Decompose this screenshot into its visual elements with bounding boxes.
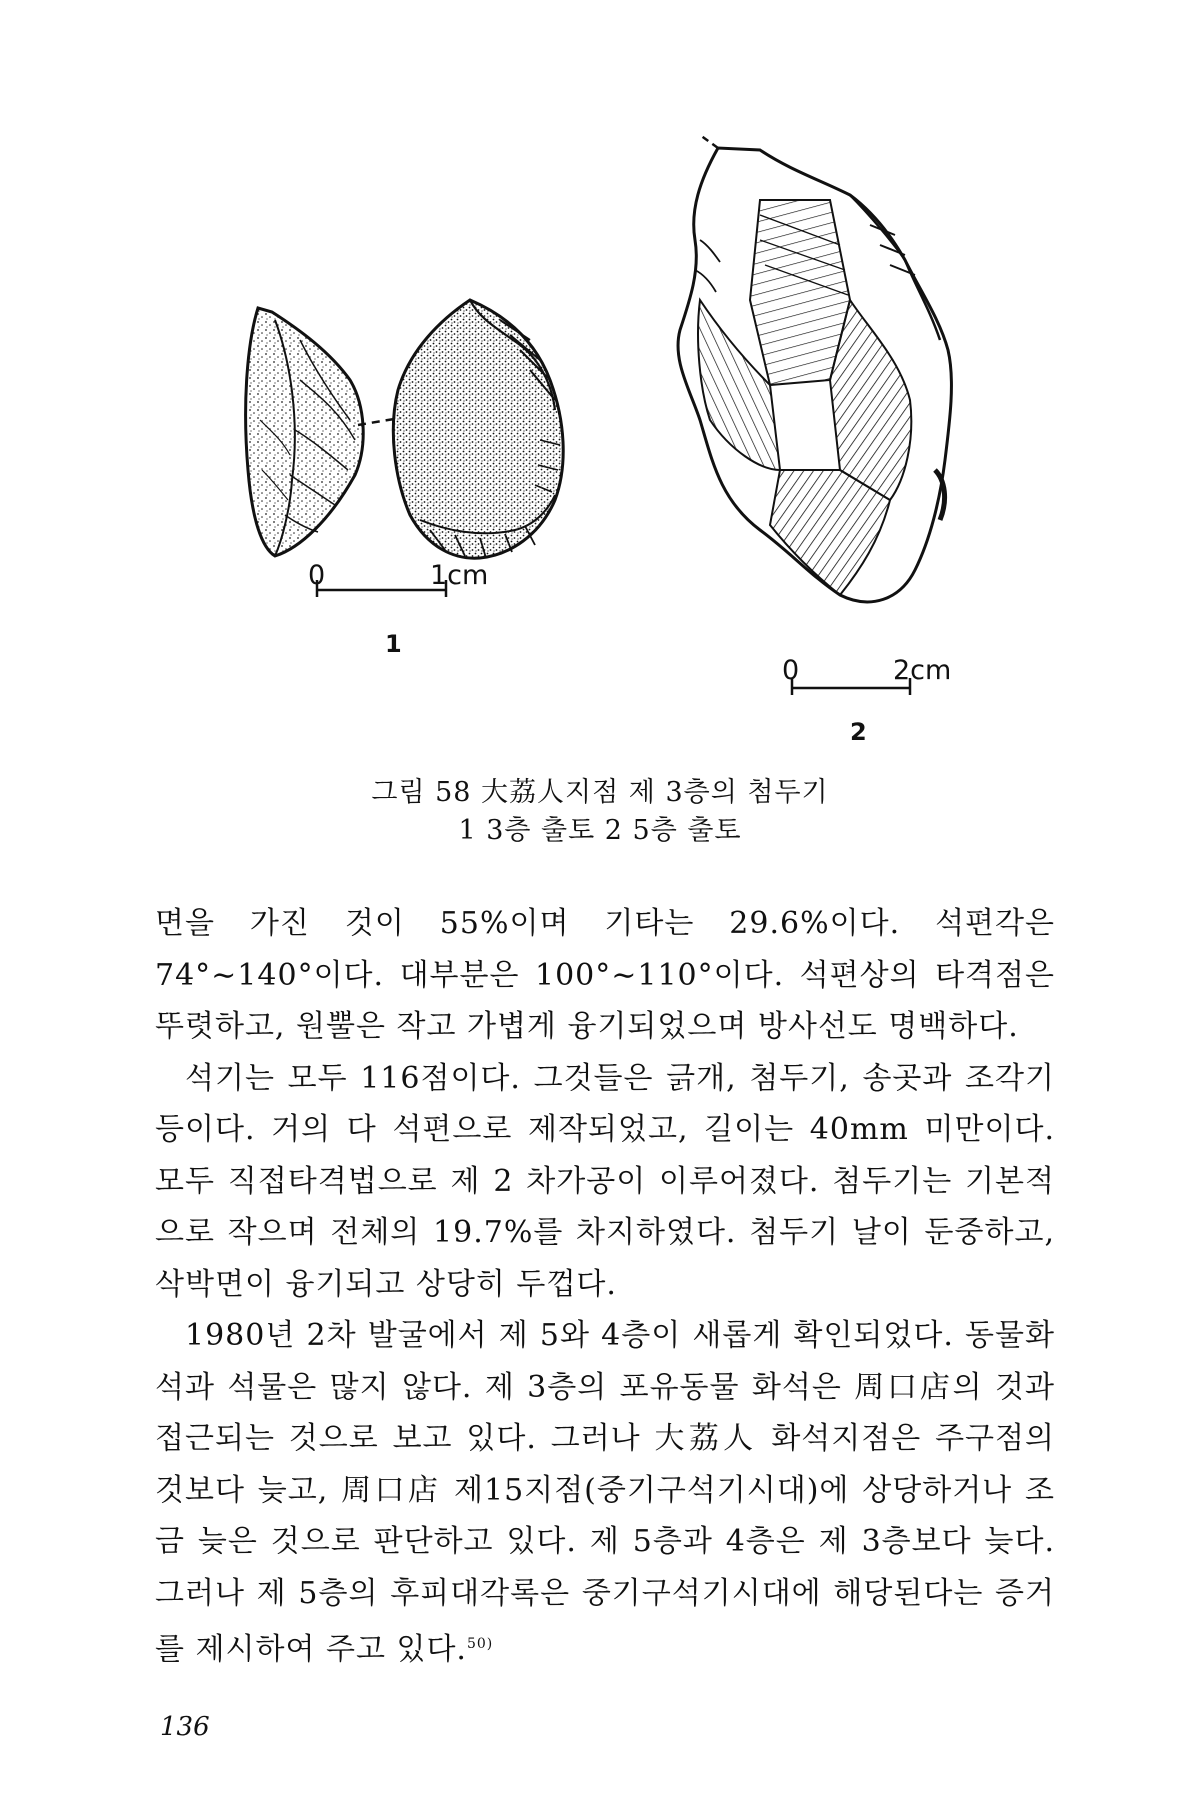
figure-caption-subtitle: 1 3층 출토 2 5층 출토: [458, 815, 742, 846]
scale-2-zero-label: 0: [782, 655, 800, 686]
paragraph-1: 면을 가진 것이 55%이며 기타는 29.6%이다. 석편각은 74°∼140°이다. 대부분은 100°∼110°이다. 석편상의 타격점은 뚜렷하고, 원뿔은 작고 가볍게 융기되었으며 방사선도 명백하다.: [155, 906, 1055, 1044]
paragraph-2: 석기는 모두 116점이다. 그것들은 긁개, 첨두기, 송곳과 조각기 등이다. 거의 다 석편으로 제작되었고, 길이는 40mm 미만이다. 모두 직접타격법으로 제 2 차가공이 이루어졌다. 첨두기는 기본적으로 작으며 전체의 19.7%를 차지하였다. 첨두기 날이 둔중하고, 삭박면이 융기되고 상당히 두껍다.: [155, 1060, 1055, 1302]
figure: [0, 0, 1200, 780]
scale-1-zero-label: 0: [308, 560, 326, 591]
footnote-reference: 50): [466, 1636, 494, 1652]
figure-item-1-number: 1: [385, 630, 402, 658]
body-text: [155, 898, 1055, 1676]
figure-item-2-number: 2: [850, 718, 867, 746]
paragraph-3-text: 1980년 2차 발굴에서 제 5와 4층이 새롭게 확인되었다. 동물화석과 석물은 많지 않다. 제 3층의 포유동물 화석은 周口店의 것과 접근되는 것으로 보고 있다. 그러나 大荔人 화석지점은 주구점의 것보다 늦고, 周口店 제15지점(중기구석기시대)에 상당하거나 조금 늦은 것으로 판단하고 있다. 제 5층과 4층은 제 3층보다 늦다. 그러나 제 5층의 후피대각록은 중기구석기시대에 해당된다는 증거를 제시하여 주고 있다.: [155, 1318, 1055, 1667]
figure-caption-title: 그림 58 大荔人지점 제 3층의 첨두기: [371, 777, 829, 808]
scale-bar-1: [317, 580, 446, 597]
artifact-1-front-view: [393, 300, 563, 558]
scale-1-end-label: 1cm: [430, 560, 489, 591]
page-number: 136: [160, 1712, 210, 1742]
artifact-1-side-view: [246, 308, 364, 556]
scale-2-end-label: 2cm: [893, 655, 952, 686]
paragraph-3: [155, 1310, 1055, 1676]
artifact-2-drawing: [678, 135, 951, 602]
figure-illustration: [0, 0, 1200, 780]
